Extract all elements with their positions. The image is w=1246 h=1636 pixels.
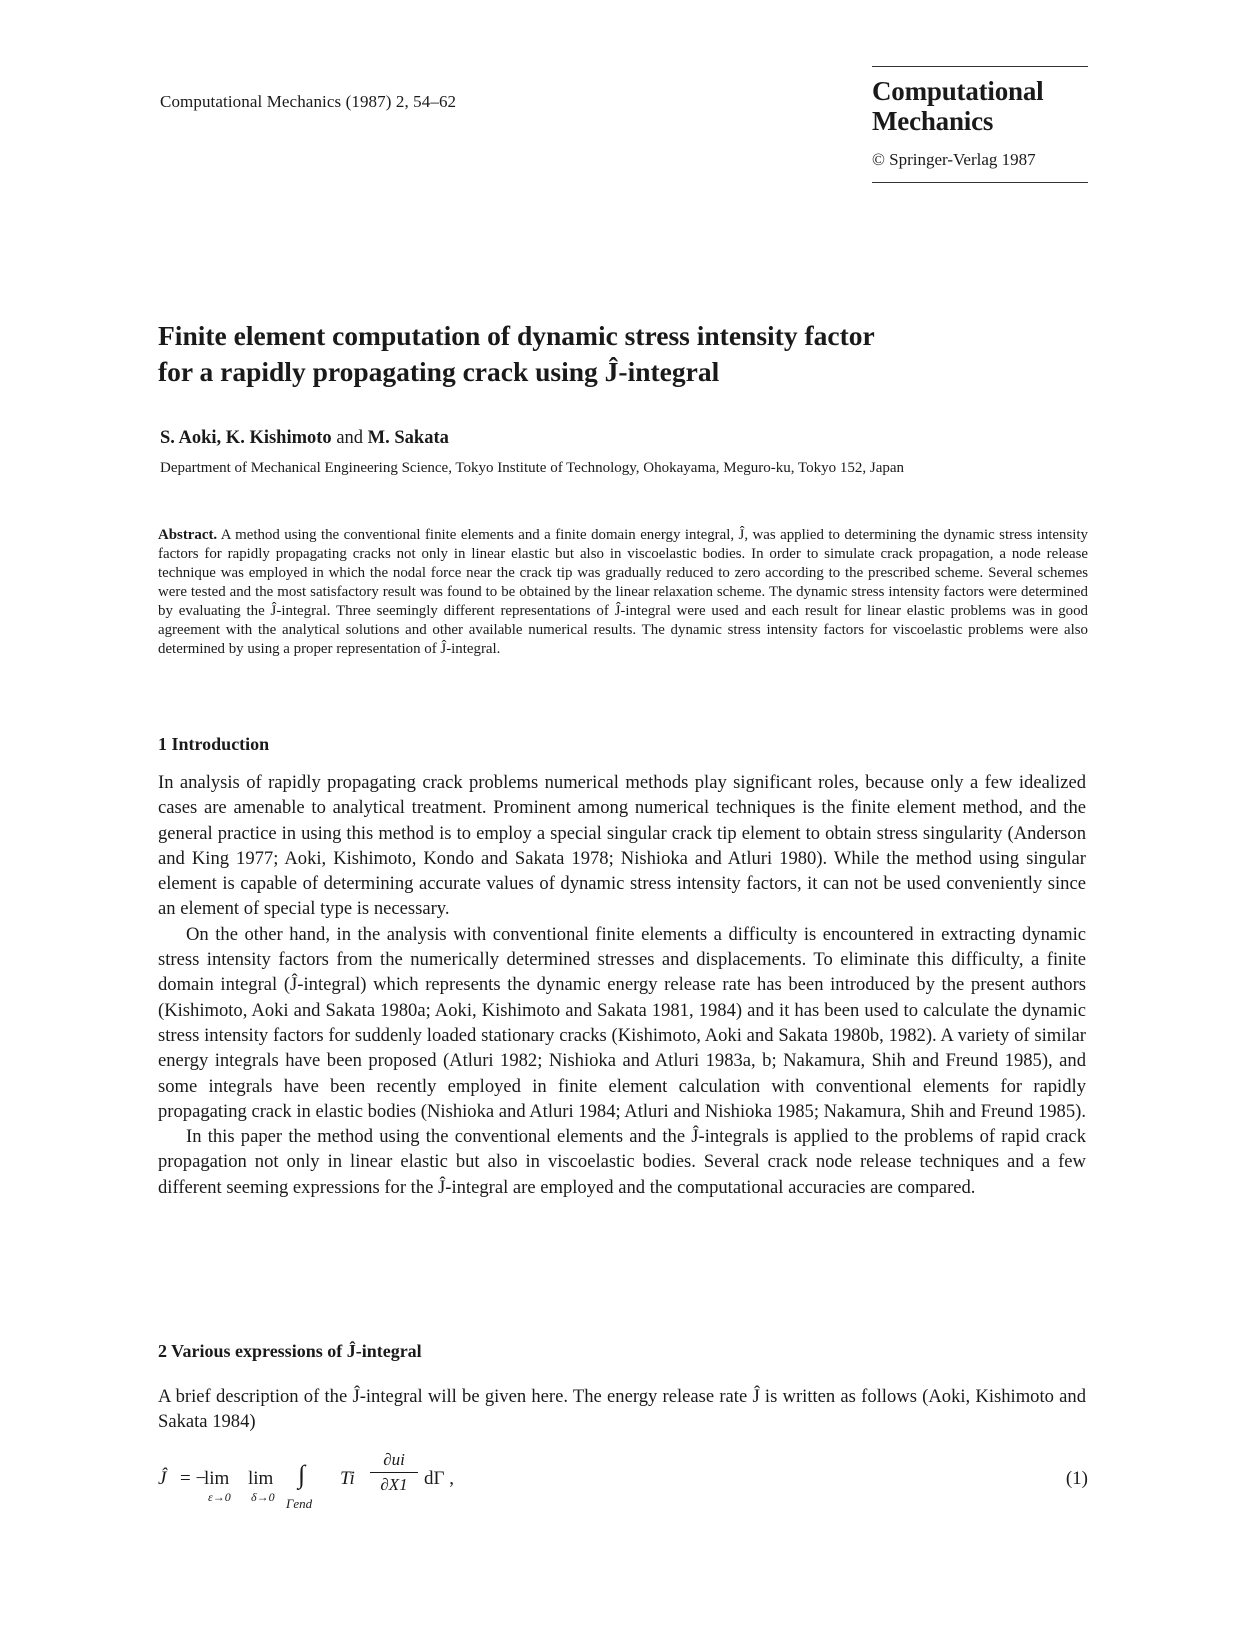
journal-name-line1: Computational xyxy=(872,76,1044,106)
masthead-top-rule xyxy=(872,66,1088,67)
equation-limit-epsilon: lim xyxy=(204,1468,230,1489)
intro-paragraph-1: In analysis of rapidly propagating crack problems numerical methods play significant roles, because only a few idealized cases are amenable to analytical treatment. Prominent among numerical techniques is the finite element method, and the general practice in using this method is to employ a special singular crack tip element to obtain stress singularity (Anderson and King 1977; Aoki, Kishimoto, Kondo and Sakata 1978; Nishioka and Atluri 1980). While the method using singular element is capable of determining accurate values of dynamic stress intensity factors, it can not be used conveniently since an element of special type is necessary. xyxy=(158,772,1086,920)
equation-limit-delta: lim xyxy=(248,1468,274,1489)
equation-equals: = − xyxy=(180,1468,207,1489)
equation-number: (1) xyxy=(1065,1468,1088,1489)
abstract-label: Abstract. xyxy=(158,527,218,543)
copyright-notice: © Springer-Verlag 1987 xyxy=(872,150,1036,169)
equation-traction: Ti xyxy=(340,1468,355,1489)
intro-paragraph-3: In this paper the method using the conventional elements and the Ĵ-integrals is applied to the problems of rapid crack propagation not only in linear elastic but also in viscoelastic bodies. Several crack node release techniques and a few different seeming expressions for the Ĵ-integral are employed and the computational accuracies are compared. xyxy=(158,1126,1086,1198)
title-line-1: Finite element computation of dynamic stress intensity factor xyxy=(158,320,875,351)
masthead-bottom-rule xyxy=(872,182,1088,183)
journal-citation: Computational Mechanics (1987) 2, 54–62 xyxy=(160,92,457,111)
section-heading-introduction: 1 Introduction xyxy=(158,734,270,754)
equation-integral-sign: ∫ xyxy=(298,1460,306,1489)
equation-numerator: ∂ui xyxy=(370,1450,418,1473)
abstract-text: A method using the conventional finite elements and a finite domain energy integral, Ĵ, was applied to determining the dynamic stress intensity factors for rapidly propagating cracks not only in linear elastic but also in viscoelastic bodies. In order to simulate crack propagation, a node release technique was employed in which the nodal force near the crack tip was gradually reduced to zero according to the prescribed scheme. Several schemes were tested and the most satisfactory result was found to be obtained by the linear relaxation scheme. The dynamic stress intensity factors were determined by evaluating the Ĵ-integral. Three seemingly different representations of Ĵ-integral were used and each result for linear elastic problems was in good agreement with the analytical solutions and other available numerical results. The dynamic stress intensity factors for viscoelastic problems were also determined by using a proper representation of Ĵ-integral. xyxy=(158,527,1088,657)
equation-limit-delta-sub: δ→0 xyxy=(251,1490,275,1504)
equation-integral-domain: Γend xyxy=(286,1496,313,1511)
introduction-body xyxy=(158,770,1086,1200)
equation-denominator: ∂X1 xyxy=(380,1475,408,1494)
equation-differential: dΓ , xyxy=(424,1468,454,1489)
abstract xyxy=(158,526,1088,659)
section2-body xyxy=(158,1384,1086,1435)
journal-masthead xyxy=(872,66,1088,183)
intro-paragraph-2: On the other hand, in the analysis with conventional finite elements a difficulty is encountered in extracting dynamic stress intensity factors from the numerically determined stresses and displacements. To eliminate this difficulty, a finite domain integral (Ĵ-integral) which represents the dynamic energy release rate has been introduced by the present authors (Kishimoto, Aoki and Sakata 1980a; Aoki, Kishimoto and Sakata 1981, 1984) and it has been used to calculate the dynamic stress intensity factors for suddenly loaded stationary cracks (Kishimoto, Aoki and Sakata 1980b, 1982). A variety of similar energy integrals have been proposed (Atluri 1982; Nishioka and Atluri 1983a, b; Nakamura, Shih and Freund 1985), and some integrals have been recently employed in finite element calculation with conventional elements for rapidly propagating crack in elastic bodies (Nishioka and Atluri 1984; Atluri and Nishioka 1985; Nakamura, Shih and Freund 1985). xyxy=(158,923,1086,1122)
equation-1 xyxy=(158,1446,1088,1516)
section-heading-expressions: 2 Various expressions of Ĵ-integral xyxy=(158,1341,422,1361)
journal-name xyxy=(872,76,1088,136)
equation-derivative xyxy=(370,1450,418,1495)
equation-lhs: Ĵ xyxy=(158,1468,167,1489)
equation-limit-epsilon-sub: ε→0 xyxy=(208,1490,231,1504)
section2-paragraph-1: A brief description of the Ĵ-integral will be given here. The energy release rate Ĵ is written as follows (Aoki, Kishimoto and Sakata 1984) xyxy=(158,1386,1086,1433)
journal-name-line2: Mechanics xyxy=(872,106,994,136)
author-list xyxy=(160,428,449,449)
authors-last: M. Sakata xyxy=(367,428,449,448)
authors-first: S. Aoki, K. Kishimoto xyxy=(160,428,332,448)
author-affiliation: Department of Mechanical Engineering Science, Tokyo Institute of Technology, Ohokayama, Meguro-ku, Tokyo 152, Japan xyxy=(160,460,905,476)
paper-title xyxy=(158,318,1058,390)
authors-conjunction: and xyxy=(336,428,364,448)
title-line-2: for a rapidly propagating crack using Ĵ-integral xyxy=(158,356,720,387)
